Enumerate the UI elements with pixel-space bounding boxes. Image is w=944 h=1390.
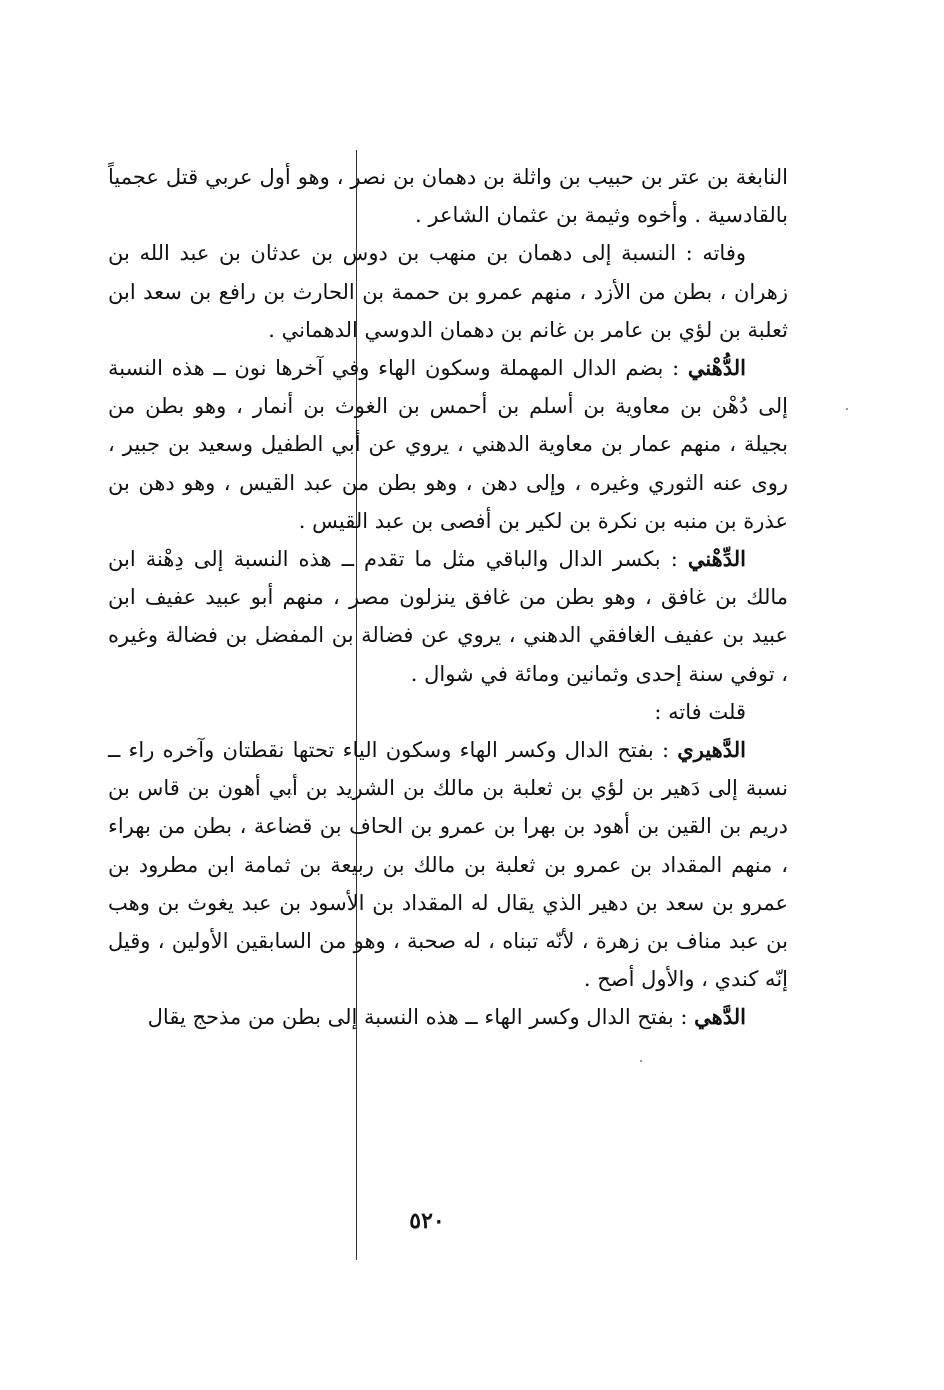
- paragraph-text: وفاته : النسبة إلى دهمان بن منهب بن دوس بن عدثان بن عبد الله بن زهران ، بطن من الأزد ، منهم عمرو بن حممة بن الحارث بن رافع بن سعد ابن ثعلبة بن لؤي بن عامر بن غانم بن دهمان الدوسي الدهماني .: [108, 241, 788, 342]
- body-text: [108, 158, 788, 1037]
- entry-aldahiri: [108, 731, 788, 998]
- entry-text: : بفتح الدال وكسر الهاء وسكون الياء تحتها نقطتان وآخره راء ــ نسبة إلى دَهير بن لؤي بن ثعلبة بن مالك بن الشريد بن أبي أهون بن قاس بن دريم بن القين بن أهود بن بهرا بن عمرو بن الحاف بن قضاعة ، بطن من بهراء ، منهم المقداد بن عمرو بن ثعلبة بن مالك بن ربيعة بن ثمامة ابن مطرود بن عمرو بن سعد بن دهير الذي يقال له المقداد بن الأسود بن عبد يغوث بن وهب بن عبد مناف بن زهرة ، لأنّه تبناه ، له صحبة ، وهو من السابقين الأولين ، وقيل إنّه كندي ، والأول أصح .: [108, 738, 788, 992]
- paragraph-text: قلت فاته :: [654, 699, 746, 724]
- scan-speck: [846, 408, 848, 410]
- page-number: ٥٢٠: [409, 1208, 445, 1234]
- entry-heading: الدَّهيري: [677, 737, 746, 763]
- entry-aldohni-damma: [108, 349, 788, 540]
- paragraph-wafathu: [108, 234, 788, 349]
- entry-heading: الدُّهْني: [687, 355, 746, 381]
- scan-speck: [640, 1060, 642, 1062]
- entry-heading: الدِّهْني: [687, 546, 746, 572]
- entry-heading: الدَّهي: [694, 1004, 746, 1030]
- entry-text: : بفتح الدال وكسر الهاء ــ هذه النسبة إلى بطن من مذحج يقال: [147, 1005, 695, 1030]
- entry-aldihni-kasra: [108, 540, 788, 693]
- paragraph-continuation: [108, 158, 788, 234]
- paragraph-qultu-fatahu: [108, 693, 788, 731]
- paragraph-text: النابغة بن عتر بن حبيب بن واثلة بن دهمان بن نصر ، وهو أول عربي قتل عجمياً بالقادسية . وأخوه وثيمة بن عثمان الشاعر .: [108, 165, 788, 228]
- entry-aldahi: [108, 998, 788, 1036]
- entry-text: : بضم الدال المهملة وسكون الهاء وفي آخرها نون ــ هذه النسبة إلى دُهْن بن معاوية بن أسلم بن أحمس بن الغوث بن أنمار ، وهو بطن من بجيلة ، منهم عمار بن معاوية الدهني ، يروي عن أبي الطفيل وسعيد بن جبير ، روى عنه الثوري وغيره ، وإلى دهن ، وهو بطن من عبد القيس ، وهو دهن بن عذرة بن منبه بن نكرة بن لكير بن أفصى بن عبد القيس .: [108, 356, 788, 533]
- entry-text: : بكسر الدال والباقي مثل ما تقدم ــ هذه النسبة إلى دِهْنة ابن مالك بن غافق ، وهو بطن من غافق ينزلون مصر ، منهم أبو عبيد عفيف ابن عبيد بن عفيف الغافقي الدهني ، يروي عن فضالة بن المفضل بن فضالة وغيره ، توفي سنة إحدى وثمانين ومائة في شوال .: [108, 547, 788, 686]
